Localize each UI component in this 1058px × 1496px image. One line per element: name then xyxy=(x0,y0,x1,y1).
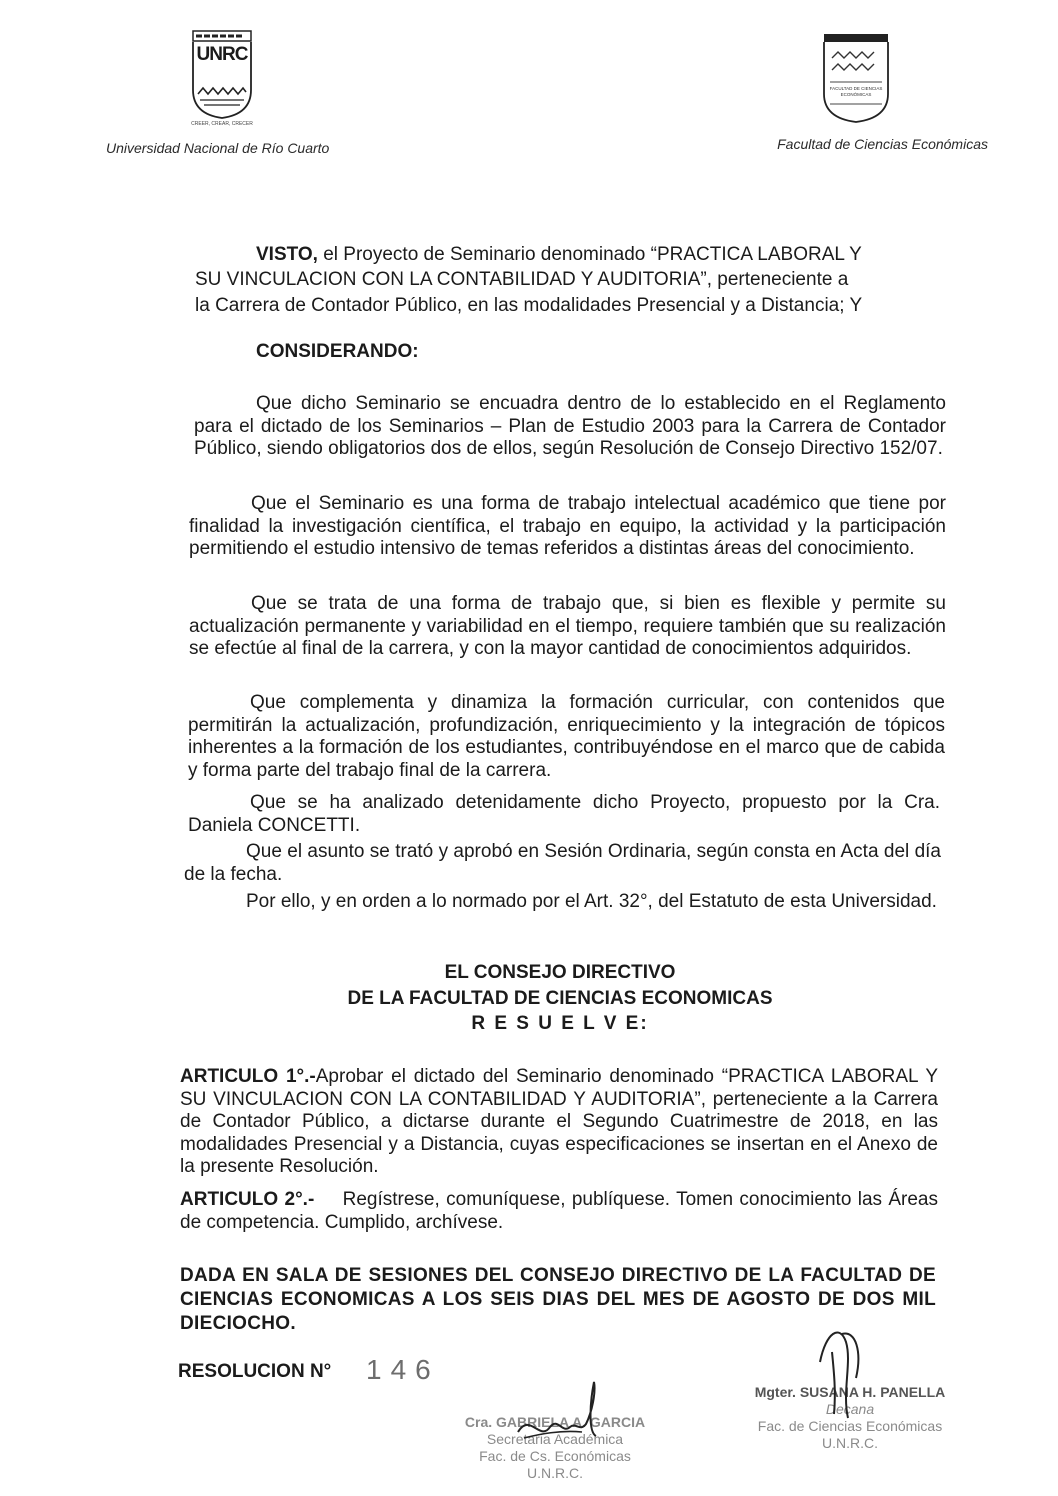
resolucion-label: RESOLUCION N° xyxy=(178,1361,332,1382)
considerando-paragraph-3: Que se trata de una forma de trabajo que, si bien es flexible y permite su actualización permanente y variabilidad en el tiempo, requiere también que su realización se efectúe al final de la carrera, y con la mayor cantidad de conocimientos adquiridos. xyxy=(189,593,946,660)
resolution-heading-line1: EL CONSEJO DIRECTIVO xyxy=(444,962,676,983)
left-signatory-university: U.N.R.C. xyxy=(527,1465,583,1481)
considerando-paragraph-5: Que se ha analizado detenidamente dicho Proyecto, propuesto por la Cra. Daniela CONCETTI. xyxy=(188,792,940,836)
resolution-heading-line3: R E S U E L V E: xyxy=(471,1013,649,1034)
article-2 xyxy=(180,1189,938,1234)
article-1 xyxy=(180,1066,938,1179)
considerando-paragraph-2: Que el Seminario es una forma de trabajo intelectual académico que tiene por finalidad la investigación científica, el trabajo en equipo, la actividad y la participación permitiendo el estudio intensivo de temas referidos a distintas áreas del conocimiento. xyxy=(189,493,946,560)
unrc-logo xyxy=(190,28,254,120)
article-1-text: Aprobar el dictado del Seminario denominado “PRACTICA LABORAL Y SU VINCULACION CON LA CONTABILIDAD Y AUDITORIA”, perteneciente a la Carrera de Contador Público, a dictarse durante el Segundo Cuatrimestre de 2018, en las modalidades Presencial y a Distancia, cuyas especificaciones se insertan en el Anexo de la presente Resolución. xyxy=(180,1066,938,1178)
considerando-heading: CONSIDERANDO: xyxy=(256,341,419,362)
left-handwritten-signature xyxy=(510,1372,610,1452)
left-signatory-faculty: Fac. de Cs. Económicas xyxy=(479,1448,631,1464)
considerando-paragraph-6: Que el asunto se trató y aprobó en Sesión Ordinaria, según consta en Acta del día de la fecha. xyxy=(184,841,941,885)
considerando-paragraph-4: Que complementa y dinamiza la formación curricular, con contenidos que permitirán la actualización, profundización, enriquecimiento y la integración de tópicos inherentes a la formación de los estudiantes, contribuyéndose en el marco que de cabida y forma parte del trabajo final de la carrera. xyxy=(188,692,945,781)
right-handwritten-signature xyxy=(812,1322,872,1422)
visto-line2: SU VINCULACION CON LA CONTABILIDAD Y AUDITORIA”, perteneciente a xyxy=(195,269,849,290)
article-2-text: Regístrese, comuníquese, publíquese. Tomen conocimiento las Áreas de competencia. Cumplido, archívese. xyxy=(180,1189,938,1233)
dada-paragraph: DADA EN SALA DE SESIONES DEL CONSEJO DIRECTIVO DE LA FACULTAD DE CIENCIAS ECONOMICAS A LOS SEIS DIAS DEL MES DE AGOSTO DE DOS MIL DIECIOCHO. xyxy=(180,1265,936,1334)
left-signatory-name: Cra. GABRIELA A. GARCIA xyxy=(464,1414,646,1430)
article-2-label: ARTICULO 2°.- xyxy=(180,1189,315,1210)
faculty-name: Facultad de Ciencias Económicas xyxy=(777,136,988,152)
visto-line3: la Carrera de Contador Público, en las modalidades Presencial y a Distancia; Y xyxy=(195,295,863,316)
visto-text-1: el Proyecto de Seminario denominado “PRACTICA LABORAL Y xyxy=(323,244,862,265)
visto-line1 xyxy=(256,244,946,266)
university-name: Universidad Nacional de Río Cuarto xyxy=(106,140,330,156)
right-signatory-role: Decana xyxy=(825,1401,875,1417)
resolucion-number: 146 xyxy=(366,1354,440,1385)
right-signatory-name: Mgter. SUSANA H. PANELLA xyxy=(754,1384,946,1400)
considerando-paragraph-1: Que dicho Seminario se encuadra dentro de lo establecido en el Reglamento para el dictado de los Seminarios – Plan de Estudio 2003 para la Carrera de Contador Público, siendo obligatorios dos de ellos, según Resolución de Consejo Directivo 152/07. xyxy=(194,393,946,460)
faculty-logo xyxy=(822,32,890,124)
right-signatory-university: U.N.R.C. xyxy=(822,1435,878,1451)
right-signatory-faculty: Fac. de Ciencias Económicas xyxy=(757,1418,943,1434)
considerando-paragraph-7: Por ello, y en orden a lo normado por el Art. 32°, del Estatuto de esta Universidad. xyxy=(246,891,937,912)
resolution-heading-line2: DE LA FACULTAD DE CIENCIAS ECONOMICAS xyxy=(347,988,773,1009)
unrc-logo-motto: CREER, CREAR, CRECER xyxy=(191,121,253,127)
faculty-logo-text: FACULTAD DE CIENCIAS ECONÓMICAS xyxy=(829,86,883,97)
visto-label: VISTO, xyxy=(256,244,318,265)
left-signatory-role: Secretaria Académica xyxy=(486,1431,624,1447)
article-1-label: ARTICULO 1°.- xyxy=(180,1066,316,1087)
unrc-logo-text: UNRC xyxy=(196,44,248,65)
